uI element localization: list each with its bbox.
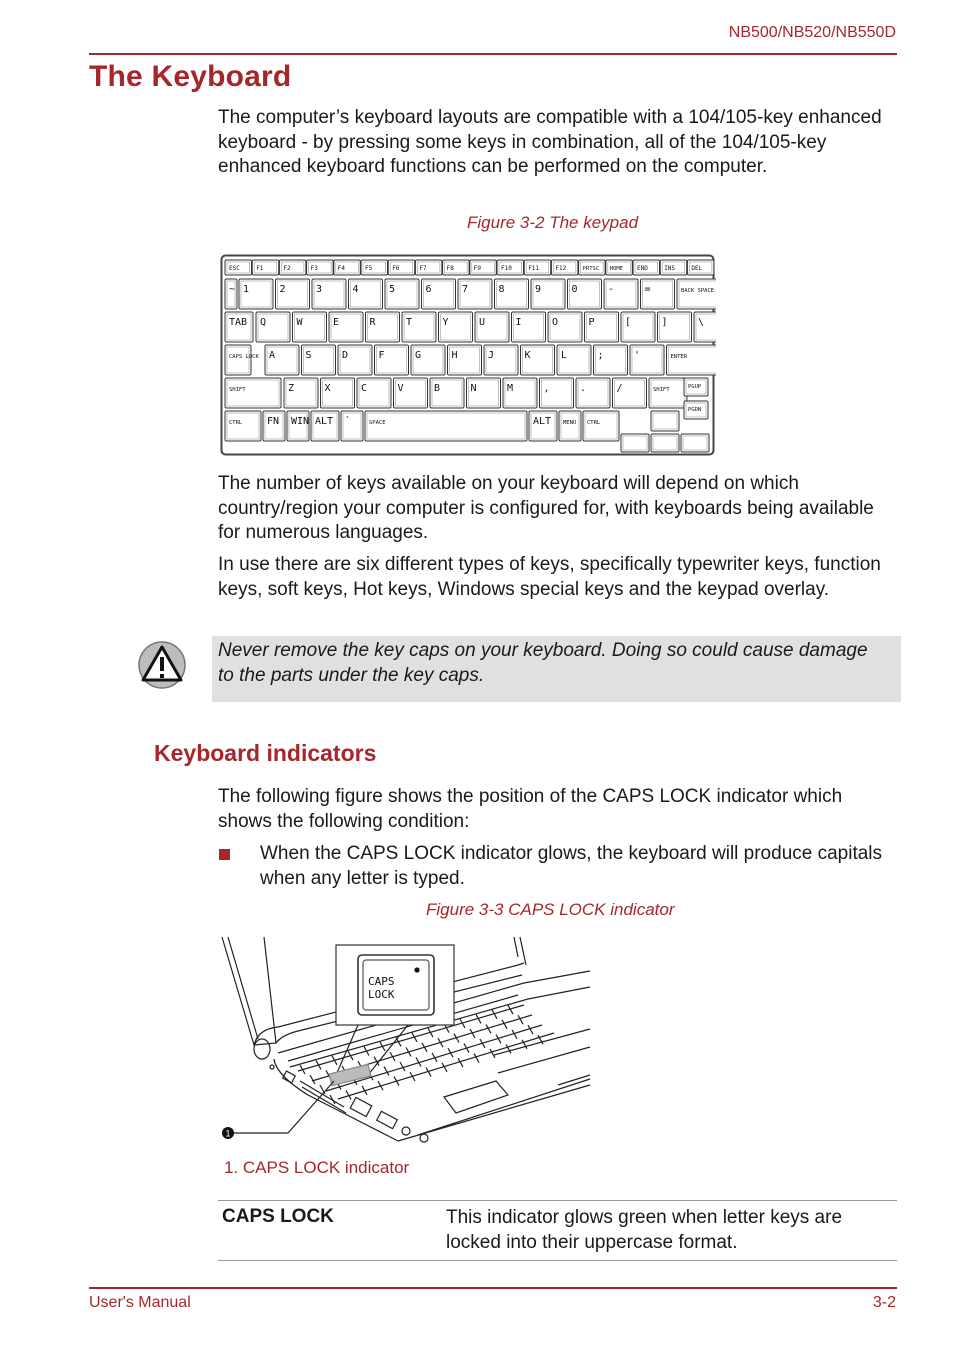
- keyboard-key: [583, 411, 619, 441]
- keyboard-key-label: 9: [535, 284, 542, 295]
- keyboard-key-label: N: [470, 383, 477, 394]
- keyboard-key-label: ;: [597, 350, 604, 361]
- keyboard-key: [252, 260, 279, 275]
- keyboard-key: [366, 312, 400, 342]
- keyboard-key: [402, 312, 436, 342]
- keyboard-key-label: G: [415, 350, 422, 361]
- keyboard-key-label: PGDN: [688, 407, 702, 413]
- keyboard-key: [361, 260, 388, 275]
- keyboard-key: [307, 260, 334, 275]
- warning-icon: [137, 640, 187, 690]
- keyboard-key-label: F4: [337, 265, 346, 272]
- keyboard-key: [458, 279, 492, 309]
- keyboard-key: [585, 312, 619, 342]
- keyboard-key: [276, 279, 310, 309]
- keyboard-key: [225, 411, 261, 441]
- keyboard-key: [630, 345, 664, 375]
- keyboard-key: [225, 260, 252, 275]
- callout-key-lock: LOCK: [368, 988, 395, 1001]
- keyboard-key: [239, 279, 273, 309]
- keyboard-key-label: \: [698, 317, 705, 328]
- keyboard-key: [385, 279, 419, 309]
- footer-title: User's Manual: [89, 1294, 191, 1311]
- keyboard-key-label: /: [616, 383, 623, 394]
- table-term: CAPS LOCK: [222, 1206, 334, 1227]
- keyboard-key: [334, 260, 361, 275]
- keyboard-key: [694, 312, 716, 342]
- laptop-key-divider: [518, 1015, 523, 1024]
- keyboard-key: [559, 411, 581, 441]
- keyboard-key: [497, 260, 524, 275]
- header-rule: [89, 53, 897, 55]
- key-types-paragraph: In use there are six different types of keys, specifically typewriter keys, function keys, soft keys, Hot keys, Windows special keys and the keypad overlay.: [218, 554, 881, 600]
- keyboard-key: [484, 345, 518, 375]
- keyboard-key: [302, 345, 336, 375]
- keyboard-key-label: U: [479, 317, 486, 328]
- keyboard-key-label: HOME: [609, 266, 624, 272]
- keyboard-key: [540, 378, 574, 408]
- keyboard-key: [311, 411, 339, 441]
- keyboard-key: [531, 279, 565, 309]
- laptop-key-divider: [474, 1054, 479, 1063]
- keyboard-key: [349, 279, 383, 309]
- keyboard-key-label: FN: [267, 416, 280, 427]
- indicators-intro-paragraph: The following figure shows the position of the CAPS LOCK indicator which shows the following condition:: [218, 786, 843, 832]
- keyboard-key: [557, 345, 591, 375]
- keyboard-key-label: 8: [498, 284, 505, 295]
- keyboard-key-label: J: [488, 350, 495, 361]
- subsection-title: Keyboard indicators: [154, 740, 377, 766]
- keyboard-key: [338, 345, 372, 375]
- keyboard-key-label: BACK SPACE: [681, 288, 715, 294]
- table-definition: This indicator glows green when letter keys are locked into their uppercase format.: [446, 1207, 843, 1253]
- keyboard-key: [503, 378, 537, 408]
- header-model: NB500/NB520/NB550D: [728, 24, 896, 41]
- keyboard-key: [613, 378, 647, 408]
- callout-number: 1: [225, 1128, 231, 1139]
- keyboard-key: [649, 378, 687, 408]
- keyboard-key-label: F7: [419, 265, 427, 272]
- keyboard-key: [312, 279, 346, 309]
- keyboard-key-label: 2: [279, 284, 286, 295]
- keyboard-key-label: SHIFT: [653, 387, 670, 393]
- keyboard-key: [660, 260, 687, 275]
- keyboard-figure: [220, 254, 716, 458]
- keyboard-key-label: T: [406, 317, 413, 328]
- keyboard-key-label: DEL: [691, 265, 703, 272]
- keyboard-key: [293, 312, 327, 342]
- keyboard-key-label: F8: [446, 265, 454, 272]
- keyboard-key: [256, 312, 290, 342]
- keyboard-key: [604, 279, 638, 309]
- keyboard-key-label: ': [634, 350, 641, 361]
- keyboard-key-label: F12: [555, 265, 567, 272]
- bullet-marker: [219, 849, 230, 860]
- keyboard-key-label: INS: [664, 265, 676, 272]
- keyboard-key-label: ENTER: [670, 354, 688, 360]
- keyboard-key-label: A: [269, 350, 276, 361]
- keyboard-key: [263, 411, 285, 441]
- keyboard-key-label: Y: [442, 317, 449, 328]
- figure2-legend: 1. CAPS LOCK indicator: [224, 1158, 410, 1177]
- keyboard-key-label: W: [296, 317, 303, 328]
- keyboard-key-label: ALT: [315, 416, 334, 427]
- keyboard-key-label: D: [342, 350, 349, 361]
- keyboard-key: [684, 401, 708, 419]
- keyboard-key: [321, 378, 355, 408]
- keyboard-key-label: 6: [425, 284, 432, 295]
- keyboard-key: [633, 260, 660, 275]
- keyboard-key: [651, 434, 679, 452]
- table-bottom-rule: [218, 1260, 897, 1261]
- keyboard-key: [443, 260, 470, 275]
- keyboard-key-label: 1: [243, 284, 250, 295]
- keyboard-key-label: MENU: [563, 420, 577, 426]
- keyboard-key: [430, 378, 464, 408]
- keyboard-key-label: Q: [260, 317, 267, 328]
- keyboard-key-label: K: [524, 350, 531, 361]
- keyboard-key: [439, 312, 473, 342]
- page-number: 3-2: [872, 1294, 896, 1311]
- figure2-caption: Figure 3-3 CAPS LOCK indicator: [426, 900, 675, 919]
- keyboard-key: [658, 312, 692, 342]
- keyboard-key-label: [: [625, 317, 632, 328]
- keyboard-key-label: CTRL: [229, 420, 243, 426]
- keyboard-key: [475, 312, 509, 342]
- keyboard-key-label: TAB: [229, 317, 248, 328]
- keyboard-key: [621, 312, 655, 342]
- keyboard-key-label: F2: [283, 265, 291, 272]
- keyboard-key-label: F6: [392, 265, 400, 272]
- keyboard-key-label: ]: [661, 317, 668, 328]
- keyboard-key: [512, 312, 546, 342]
- keyboard-key: [329, 312, 363, 342]
- keyboard-key: [415, 260, 442, 275]
- keyboard-key-label: 4: [352, 284, 359, 295]
- keyboard-key: [548, 312, 582, 342]
- keyboard-key: [529, 411, 557, 441]
- keyboard-key: [641, 279, 675, 309]
- keyboard-key: [225, 312, 253, 342]
- keyboard-key-label: 3: [316, 284, 323, 295]
- keyboard-key-label: F5: [365, 265, 373, 272]
- keyboard-key: [279, 260, 306, 275]
- keyboard-key-label: ,: [543, 383, 550, 394]
- keyboard-key-label: F3: [310, 265, 318, 272]
- keyboard-key-label: SPACE: [369, 420, 386, 426]
- keyboard-key: [287, 411, 309, 441]
- footer-rule: [89, 1287, 897, 1289]
- keyboard-key: [667, 345, 717, 375]
- keyboard-key-label: O: [552, 317, 559, 328]
- keyboard-key-label: `: [345, 416, 352, 427]
- keyboard-key-label: 7: [462, 284, 469, 295]
- keyboard-key: [411, 345, 445, 375]
- keyboard-key: [576, 378, 610, 408]
- keys-availability-paragraph: The number of keys available on your keyboard will depend on which country/region your computer is configured for, with keyboards being available for numerous languages.: [218, 473, 874, 543]
- keyboard-key-label: R: [369, 317, 376, 328]
- keyboard-key: [284, 378, 318, 408]
- keyboard-key: [495, 279, 529, 309]
- keyboard-key-label: P: [588, 317, 595, 328]
- keyboard-key-label: E: [333, 317, 340, 328]
- keyboard-key-label: L: [561, 350, 568, 361]
- keyboard-key-label: S: [305, 350, 312, 361]
- keyboard-key: [579, 260, 606, 275]
- keyboard-key: [341, 411, 363, 441]
- keyboard-key-label: F10: [501, 265, 512, 272]
- keyboard-key-label: PGUP: [688, 384, 702, 390]
- keyboard-key-label: F9: [473, 265, 482, 272]
- keyboard-key: [470, 260, 497, 275]
- keyboard-key-label: I: [515, 317, 522, 328]
- keyboard-key: [467, 378, 501, 408]
- keyboard-key: [681, 434, 709, 452]
- keyboard-key-label: F: [378, 350, 385, 361]
- keyboard-key: [388, 260, 415, 275]
- keyboard-key-label: -: [608, 284, 615, 295]
- laptop-key-divider: [528, 1025, 533, 1034]
- keyboard-key-label: H: [451, 350, 458, 361]
- keyboard-key-label: M: [507, 383, 514, 394]
- keyboard-key-label: ESC: [229, 265, 240, 272]
- keyboard-key-label: 0: [571, 284, 578, 295]
- keyboard-key-label: .: [580, 383, 587, 394]
- bullet-text: When the CAPS LOCK indicator glows, the keyboard will produce capitals when any letter is typed.: [260, 843, 883, 889]
- keyboard-key-label: 5: [389, 284, 396, 295]
- keyboard-key-label: ~: [229, 284, 236, 295]
- keyboard-key: [621, 434, 649, 452]
- keyboard-key: [521, 345, 555, 375]
- keyboard-key-label: WIN: [291, 416, 310, 427]
- keyboard-key: [684, 378, 708, 396]
- keyboard-key-label: =: [644, 284, 651, 295]
- keyboard-key: [357, 378, 391, 408]
- keyboard-key-label: C: [361, 383, 368, 394]
- keyboard-key-label: CTRL: [587, 420, 601, 426]
- keyboard-key: [524, 260, 551, 275]
- table-top-rule: [218, 1200, 897, 1201]
- keyboard-key-label: CAPS LOCK: [229, 354, 259, 360]
- keyboard-key-label: F11: [528, 265, 540, 272]
- laptop-key-divider: [310, 1075, 315, 1084]
- callout-key-caps: CAPS: [368, 975, 395, 988]
- keyboard-key: [265, 345, 299, 375]
- keyboard-key: [365, 411, 527, 441]
- laptop-figure: [218, 935, 594, 1147]
- section-title: The Keyboard: [89, 60, 292, 93]
- keyboard-key: [677, 279, 716, 309]
- warning-text: Never remove the key caps on your keyboard. Doing so could cause damage to the parts under the key caps.: [218, 640, 868, 686]
- keyboard-key: [375, 345, 409, 375]
- keyboard-key: [225, 378, 281, 408]
- keyboard-key-label: V: [397, 383, 404, 394]
- figure1-caption: Figure 3-2 The keypad: [467, 213, 639, 232]
- keyboard-key: [394, 378, 428, 408]
- intro-paragraph: The computer’s keyboard layouts are compatible with a 104/105-key enhanced keyboard - by pressing some keys in combination, all of the 104/105-key enhanced keyboard functions can be performed on the computer.: [218, 107, 882, 177]
- laptop-key-divider: [490, 1049, 495, 1058]
- keyboard-key-label: X: [324, 383, 331, 394]
- laptop-key-divider: [384, 1067, 389, 1076]
- keyboard-key: [687, 260, 714, 275]
- keyboard-key-label: ALT: [533, 416, 552, 427]
- keyboard-key: [568, 279, 602, 309]
- keyboard-key: [448, 345, 482, 375]
- keyboard-key-label: END: [637, 265, 648, 272]
- keyboard-key: [651, 411, 679, 431]
- keyboard-key: [551, 260, 578, 275]
- keyboard-key-label: F1: [256, 265, 264, 272]
- keyboard-key-label: SHIFT: [229, 387, 246, 393]
- keyboard-key: [606, 260, 633, 275]
- keyboard-key-label: Z: [288, 383, 295, 394]
- keyboard-key-label: PRTSC: [582, 266, 600, 272]
- keyboard-key: [594, 345, 628, 375]
- keyboard-key-label: B: [434, 383, 441, 394]
- keyboard-key: [422, 279, 456, 309]
- keyboard-key: [225, 279, 237, 309]
